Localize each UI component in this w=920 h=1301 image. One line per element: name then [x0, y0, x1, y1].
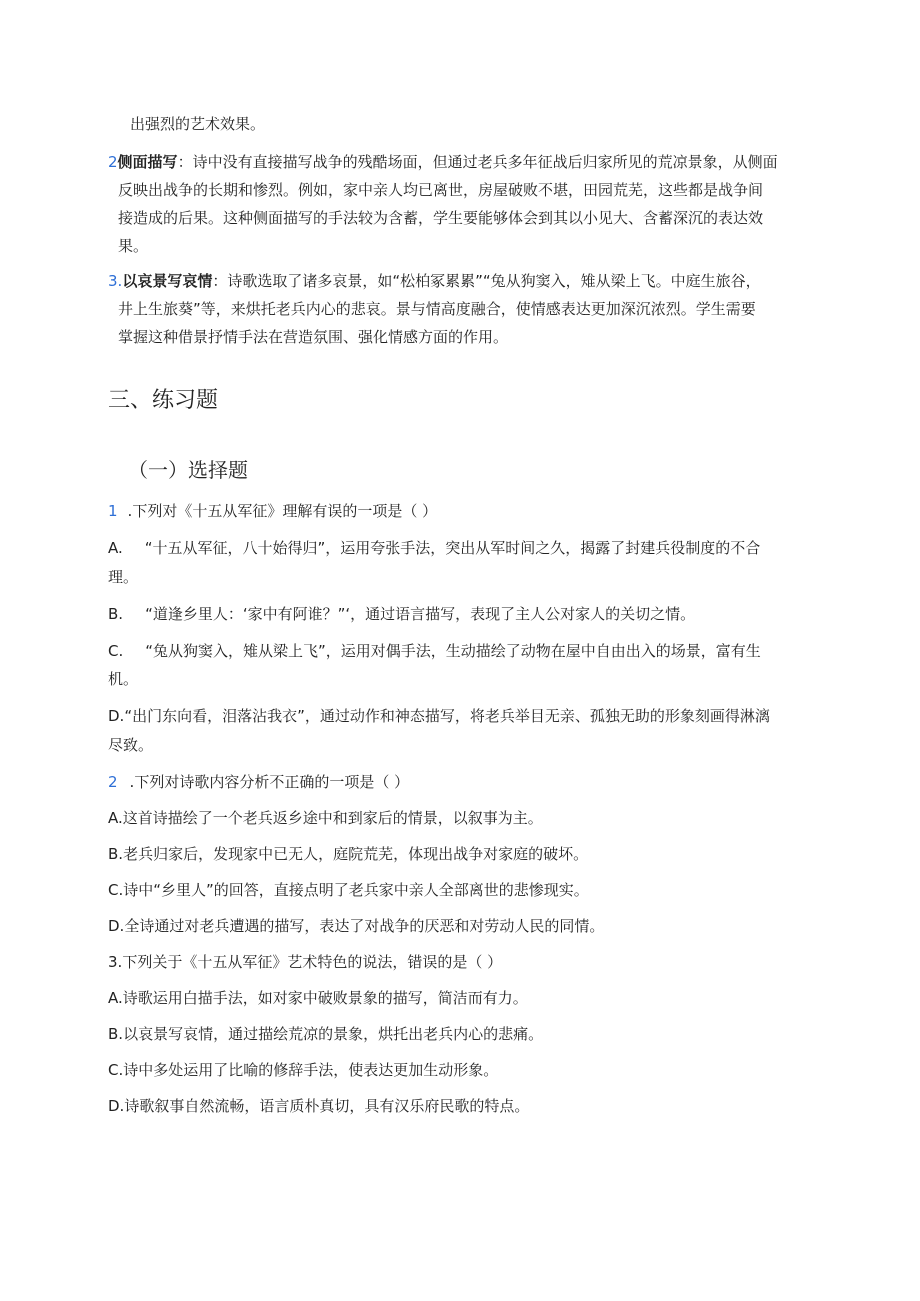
point-term: 侧面描写 [117, 153, 178, 171]
option-text: “道逢乡里人：‘家中有阿谁？”‘，通过语言描写，表现了主人公对家人的关切之情。 [145, 605, 696, 623]
point-separator: ： [177, 153, 193, 171]
option-text-line: 尽致。 [108, 736, 154, 754]
option-label: D. [108, 707, 125, 725]
point-number: 3. [108, 272, 123, 290]
point-side-description [108, 152, 778, 172]
point-text-line: 井上生旅葵”等，来烘托老兵内心的悲哀。景与情高度融合，使情感表达更加深沉浓烈。学生需要 [118, 300, 756, 318]
option-label: C. [108, 1061, 124, 1079]
question-text: .下列对诗歌内容分析不正确的一项是（ ） [129, 773, 410, 791]
option-text: “出门东向看，泪落沾我衣”，通过动作和神态描写，将老兵举目无亲、孤独无助的形象刻画得淋漓 [124, 707, 770, 725]
question-text: 下列关于《十五从军征》艺术特色的说法，错误的是（ ） [122, 953, 503, 971]
section-title: 三、练习题 [108, 388, 219, 413]
point-text: 诗歌选取了诸多哀景，如“松柏冢累累”“兔从狗窦入，雉从梁上飞。中庭生旅谷， [227, 272, 761, 290]
option-text: 以哀景写哀情，通过描绘荒凉的景象，烘托出老兵内心的悲痛。 [123, 1025, 544, 1043]
option-text: 诗中“乡里人”的回答，直接点明了老兵家中亲人全部离世的悲惨现实。 [123, 881, 589, 899]
option-text: 诗歌叙事自然流畅，语言质朴真切，具有汉乐府民歌的特点。 [124, 1097, 530, 1115]
option-label: C. [108, 642, 124, 660]
question-1-stem [108, 501, 437, 521]
question-3-option-d [108, 1096, 529, 1116]
option-text: 诗中多处运用了比喻的修辞手法，使表达更加生动形象。 [123, 1061, 499, 1079]
point-number: 2 [108, 153, 118, 171]
point-text: 诗中没有直接描写战争的残酷场面，但通过老兵多年征战后归家所见的荒凉景象，从侧面 [192, 153, 778, 171]
option-label: A. [108, 809, 123, 827]
point-text-line: 反映出战争的长期和惨烈。例如，家中亲人均已离世，房屋破败不堪，田园荒芜，这些都是战争间 [118, 181, 764, 199]
point-text-line: 果。 [118, 237, 149, 255]
question-2-option-d [108, 916, 604, 936]
point-term: 以哀景写哀情 [122, 272, 213, 290]
question-3-option-b [108, 1024, 543, 1044]
point-text-line: 接造成的后果。这种侧面描写的手法较为含蓄，学生要能够体会到其以小见大、含蓄深沉的表达效 [118, 209, 764, 227]
option-text: 诗歌运用白描手法，如对家中破败景象的描写，简洁而有力。 [122, 989, 528, 1007]
option-text: 老兵归家后，发现家中已无人，庭院荒芜，体现出战争对家庭的破坏。 [123, 845, 589, 863]
option-text: “兔从狗窦入，雉从梁上飞”，运用对偶手法，生动描绘了动物在屋中自由出入的场景，富有生 [145, 642, 761, 660]
option-text-line: 机。 [108, 670, 139, 688]
question-2-option-a [108, 808, 543, 828]
option-label: C. [108, 881, 124, 899]
option-text: “十五从军征，八十始得归”，运用夸张手法，突出从军时间之久，揭露了封建兵役制度的不合 [144, 539, 761, 557]
question-2-option-b [108, 844, 588, 864]
point-sad-scenery [108, 271, 761, 291]
option-label: A. [108, 989, 123, 1007]
option-label: D. [108, 1097, 125, 1115]
question-1-option-b [108, 604, 695, 624]
question-number: 3. [108, 953, 123, 971]
question-number: 1 [108, 502, 118, 520]
option-text-line: 理。 [108, 568, 139, 586]
question-3-option-a [108, 988, 528, 1008]
intro-tail: 出强烈的艺术效果。 [130, 115, 266, 133]
question-3-option-c [108, 1060, 498, 1080]
point-text-line: 掌握这种借景抒情手法在营造氛围、强化情感方面的作用。 [118, 328, 509, 346]
option-text: 全诗通过对老兵遭遇的描写，表达了对战争的厌恶和对劳动人民的同情。 [124, 917, 605, 935]
question-2-stem [108, 772, 409, 792]
question-3-stem [108, 952, 502, 972]
option-label: B. [108, 845, 124, 863]
question-1-option-d [108, 706, 770, 726]
subsection-title: （一）选择题 [128, 458, 248, 482]
option-label: B. [108, 1025, 124, 1043]
point-separator: ： [212, 272, 228, 290]
option-label: B. [108, 605, 124, 623]
question-number: 2 [108, 773, 118, 791]
question-1-option-a [108, 538, 760, 558]
option-text: 这首诗描绘了一个老兵返乡途中和到家后的情景，以叙事为主。 [122, 809, 543, 827]
option-label: A. [108, 539, 123, 557]
question-text: .下列对《十五从军征》理解有误的一项是（ ） [127, 502, 438, 520]
option-label: D. [108, 917, 125, 935]
question-2-option-c [108, 880, 589, 900]
question-1-option-c [108, 641, 761, 661]
